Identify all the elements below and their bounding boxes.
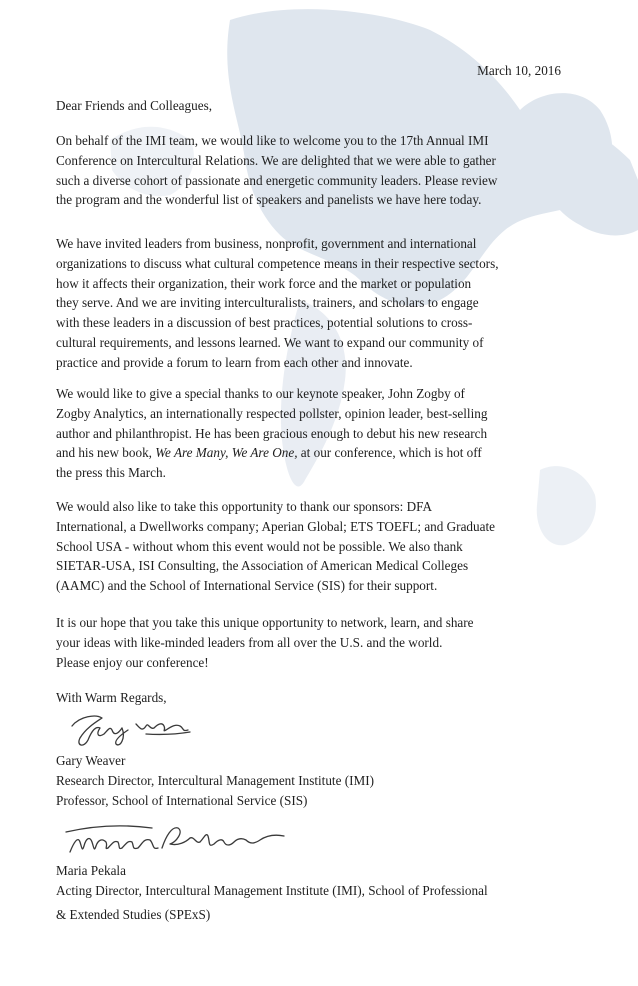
text-line: School USA - without whom this event would not be possible. We also thank (56, 538, 463, 554)
text-fragment: at our conference, which is hot off (297, 445, 482, 461)
signer-maria-pekala (56, 861, 488, 924)
text-line: how it affects their organization, their work force and the market or population (56, 275, 472, 291)
text-line: (AAMC) and the School of International Service (SIS) for their support. (56, 578, 438, 594)
text-line: with these leaders in a discussion of best practices, potential solutions to cross- (56, 315, 473, 331)
text-line: cultural requirements, and lessons learned. We want to expand our community of (56, 334, 484, 350)
text-line: author and philanthropist. He has been gracious enough to debut his new research (56, 425, 488, 441)
text-line: such a diverse cohort of passionate and energetic community leaders. Please review (56, 172, 498, 188)
paragraph-closing-hope (56, 613, 581, 672)
text-line: We have invited leaders from business, nonprofit, government and international (56, 236, 477, 251)
salutation: Dear Friends and Colleagues, (56, 98, 213, 113)
text-line: On behalf of the IMI team, we would like to welcome you to the 17th Annual IMI (56, 133, 489, 148)
text-line: It is our hope that you take this unique opportunity to network, learn, and share (56, 615, 474, 630)
signer-name: Maria Pekala (56, 863, 126, 878)
signer-name: Gary Weaver (56, 753, 126, 768)
text-line: the program and the wonderful list of speakers and panelists we have here today. (56, 192, 482, 208)
signer-gary-weaver (56, 751, 374, 810)
signature-gary-weaver (66, 708, 196, 750)
signer-title: Research Director, Intercultural Management Institute (IMI) (56, 772, 375, 788)
signer-title: & Extended Studies (SPExS) (56, 906, 211, 922)
book-title: We Are Many, We Are One, (155, 445, 298, 461)
paragraph-keynote (56, 384, 581, 483)
text-line: Zogby Analytics, an internationally respected pollster, opinion leader, best-selling (56, 405, 488, 421)
text-line (56, 443, 581, 463)
text-line: Conference on Intercultural Relations. We are delighted that we were able to gather (56, 152, 496, 168)
signer-title: Acting Director, Intercultural Management Institute (IMI), School of Professional (56, 882, 488, 898)
text-line: We would also like to take this opportunity to thank our sponsors: DFA (56, 499, 432, 514)
text-fragment: and his new book, (56, 445, 156, 461)
paragraph-welcome (56, 131, 581, 210)
text-line: they serve. And we are inviting interculturalists, trainers, and scholars to engage (56, 295, 479, 311)
text-line: your ideas with like-minded leaders from all over the U.S. and the world. (56, 634, 443, 650)
closing: With Warm Regards, (56, 690, 167, 705)
paragraph-sponsors (56, 497, 581, 596)
text-line: Please enjoy our conference! (56, 654, 209, 670)
text-line: practice and provide a forum to learn from each other and innovate. (56, 354, 413, 370)
text-line: We would like to give a special thanks to our keynote speaker, John Zogby of (56, 386, 465, 401)
text-line: International, a Dwellworks company; Aperian Global; ETS TOEFL; and Graduate (56, 518, 495, 534)
signature-maria-pekala (62, 818, 302, 860)
signer-title: Professor, School of International Service (SIS) (56, 792, 308, 808)
text-line: organizations to discuss what cultural competence means in their respective sectors, (56, 255, 499, 271)
text-line: the press this March. (56, 465, 166, 481)
text-line: SIETAR-USA, ISI Consulting, the Association of American Medical Colleges (56, 558, 469, 574)
paragraph-invited-leaders (56, 234, 581, 373)
letter-date: March 10, 2016 (477, 63, 561, 78)
